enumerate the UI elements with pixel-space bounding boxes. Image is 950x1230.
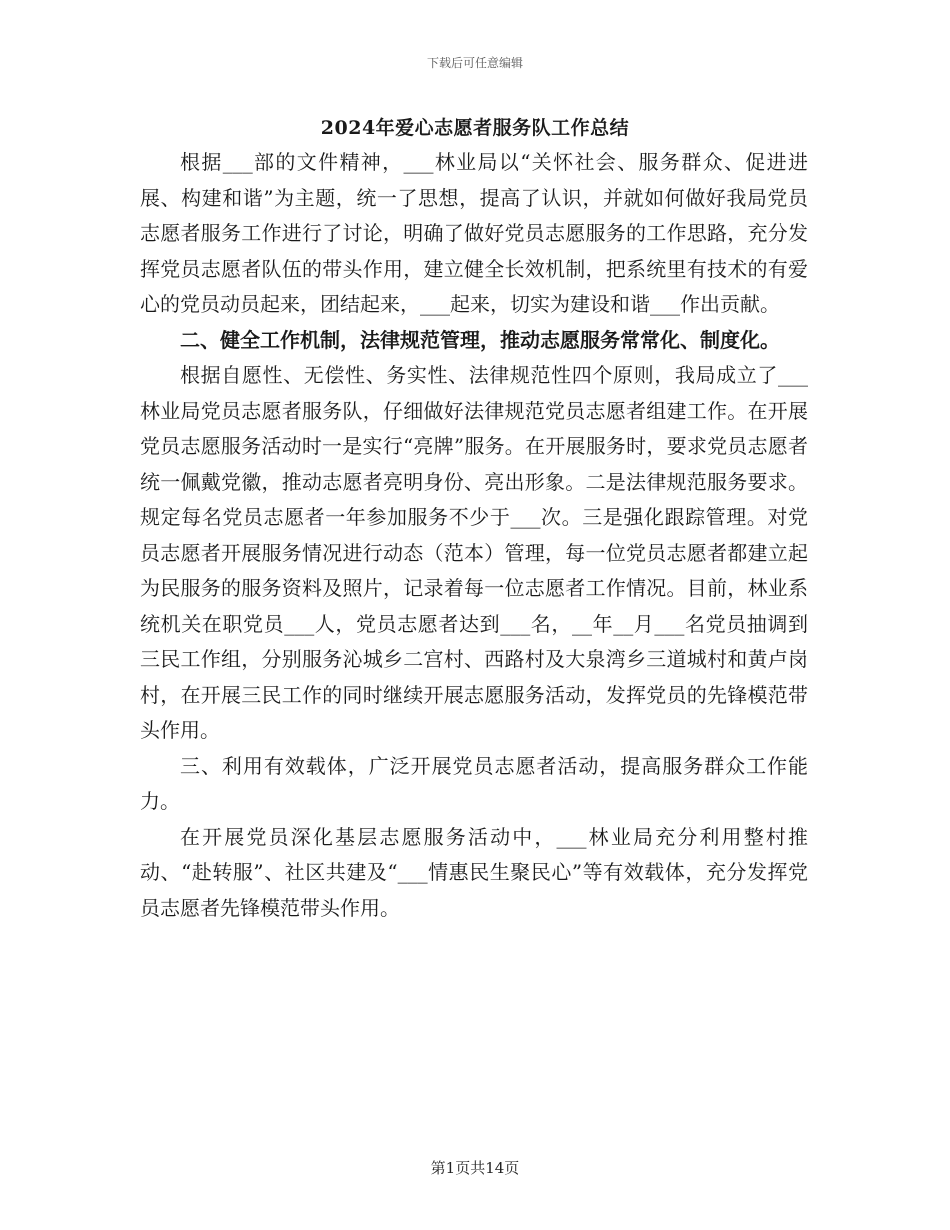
- paragraph-section-3: 在开展党员深化基层志愿服务活动中，___林业局充分利用整村推动、“赴转服”、社区共建及“___情惠民生聚民心”等有效载体，充分发挥党员志愿者先锋模范带头作用。: [140, 824, 808, 920]
- section-heading-3: 三、利用有效载体，广泛开展党员志愿者活动，提高服务群众工作能力。: [140, 753, 808, 813]
- header-note: 下载后可任意编辑: [426, 56, 523, 70]
- document-title: 2024年爱心志愿者服务队工作总结: [320, 117, 630, 139]
- page-number: 第1页共14页: [430, 1159, 520, 1177]
- section-heading-2: 二、健全工作机制，法律规范管理，推动志愿服务常常化、制度化。: [180, 327, 780, 352]
- paragraph-intro: 根据___部的文件精神，___林业局以“关怀社会、服务群众、促进进展、构建和谐”为主题，统一了思想，提高了认识，并就如何做好我局党员志愿者服务工作进行了讨论，明确了做好党员志愿服务的工作思路，充分发挥党员志愿者队伍的带头作用，建立健全长效机制，把系统里有技术的有爱心的党员动员起来，团结起来，___起来，切实为建设和谐___作出贡献。: [140, 150, 808, 316]
- paragraph-section-2: 根据自愿性、无偿性、务实性、法律规范性四个原则，我局成立了___林业局党员志愿者服务队，仔细做好法律规范党员志愿者组建工作。在开展党员志愿服务活动时一是实行“亮牌”服务。在开展服务时，要求党员志愿者统一佩戴党徽，推动志愿者亮明身份、亮出形象。二是法律规范服务要求。规定每名党员志愿者一年参加服务不少于___次。三是强化跟踪管理。对党员志愿者开展服务情况进行动态（范本）管理，每一位党员志愿者都建立起为民服务的服务资料及照片，记录着每一位志愿者工作情况。目前，林业系统机关在职党员___人，党员志愿者达到___名，__年__月___名党员抽调到三民工作组，分别服务沁城乡二宫村、西路村及大泉湾乡三道城村和黄卢岗村，在开展三民工作的同时继续开展志愿服务活动，发挥党员的先锋模范带头作用。: [140, 363, 808, 742]
- document-body: [140, 145, 808, 926]
